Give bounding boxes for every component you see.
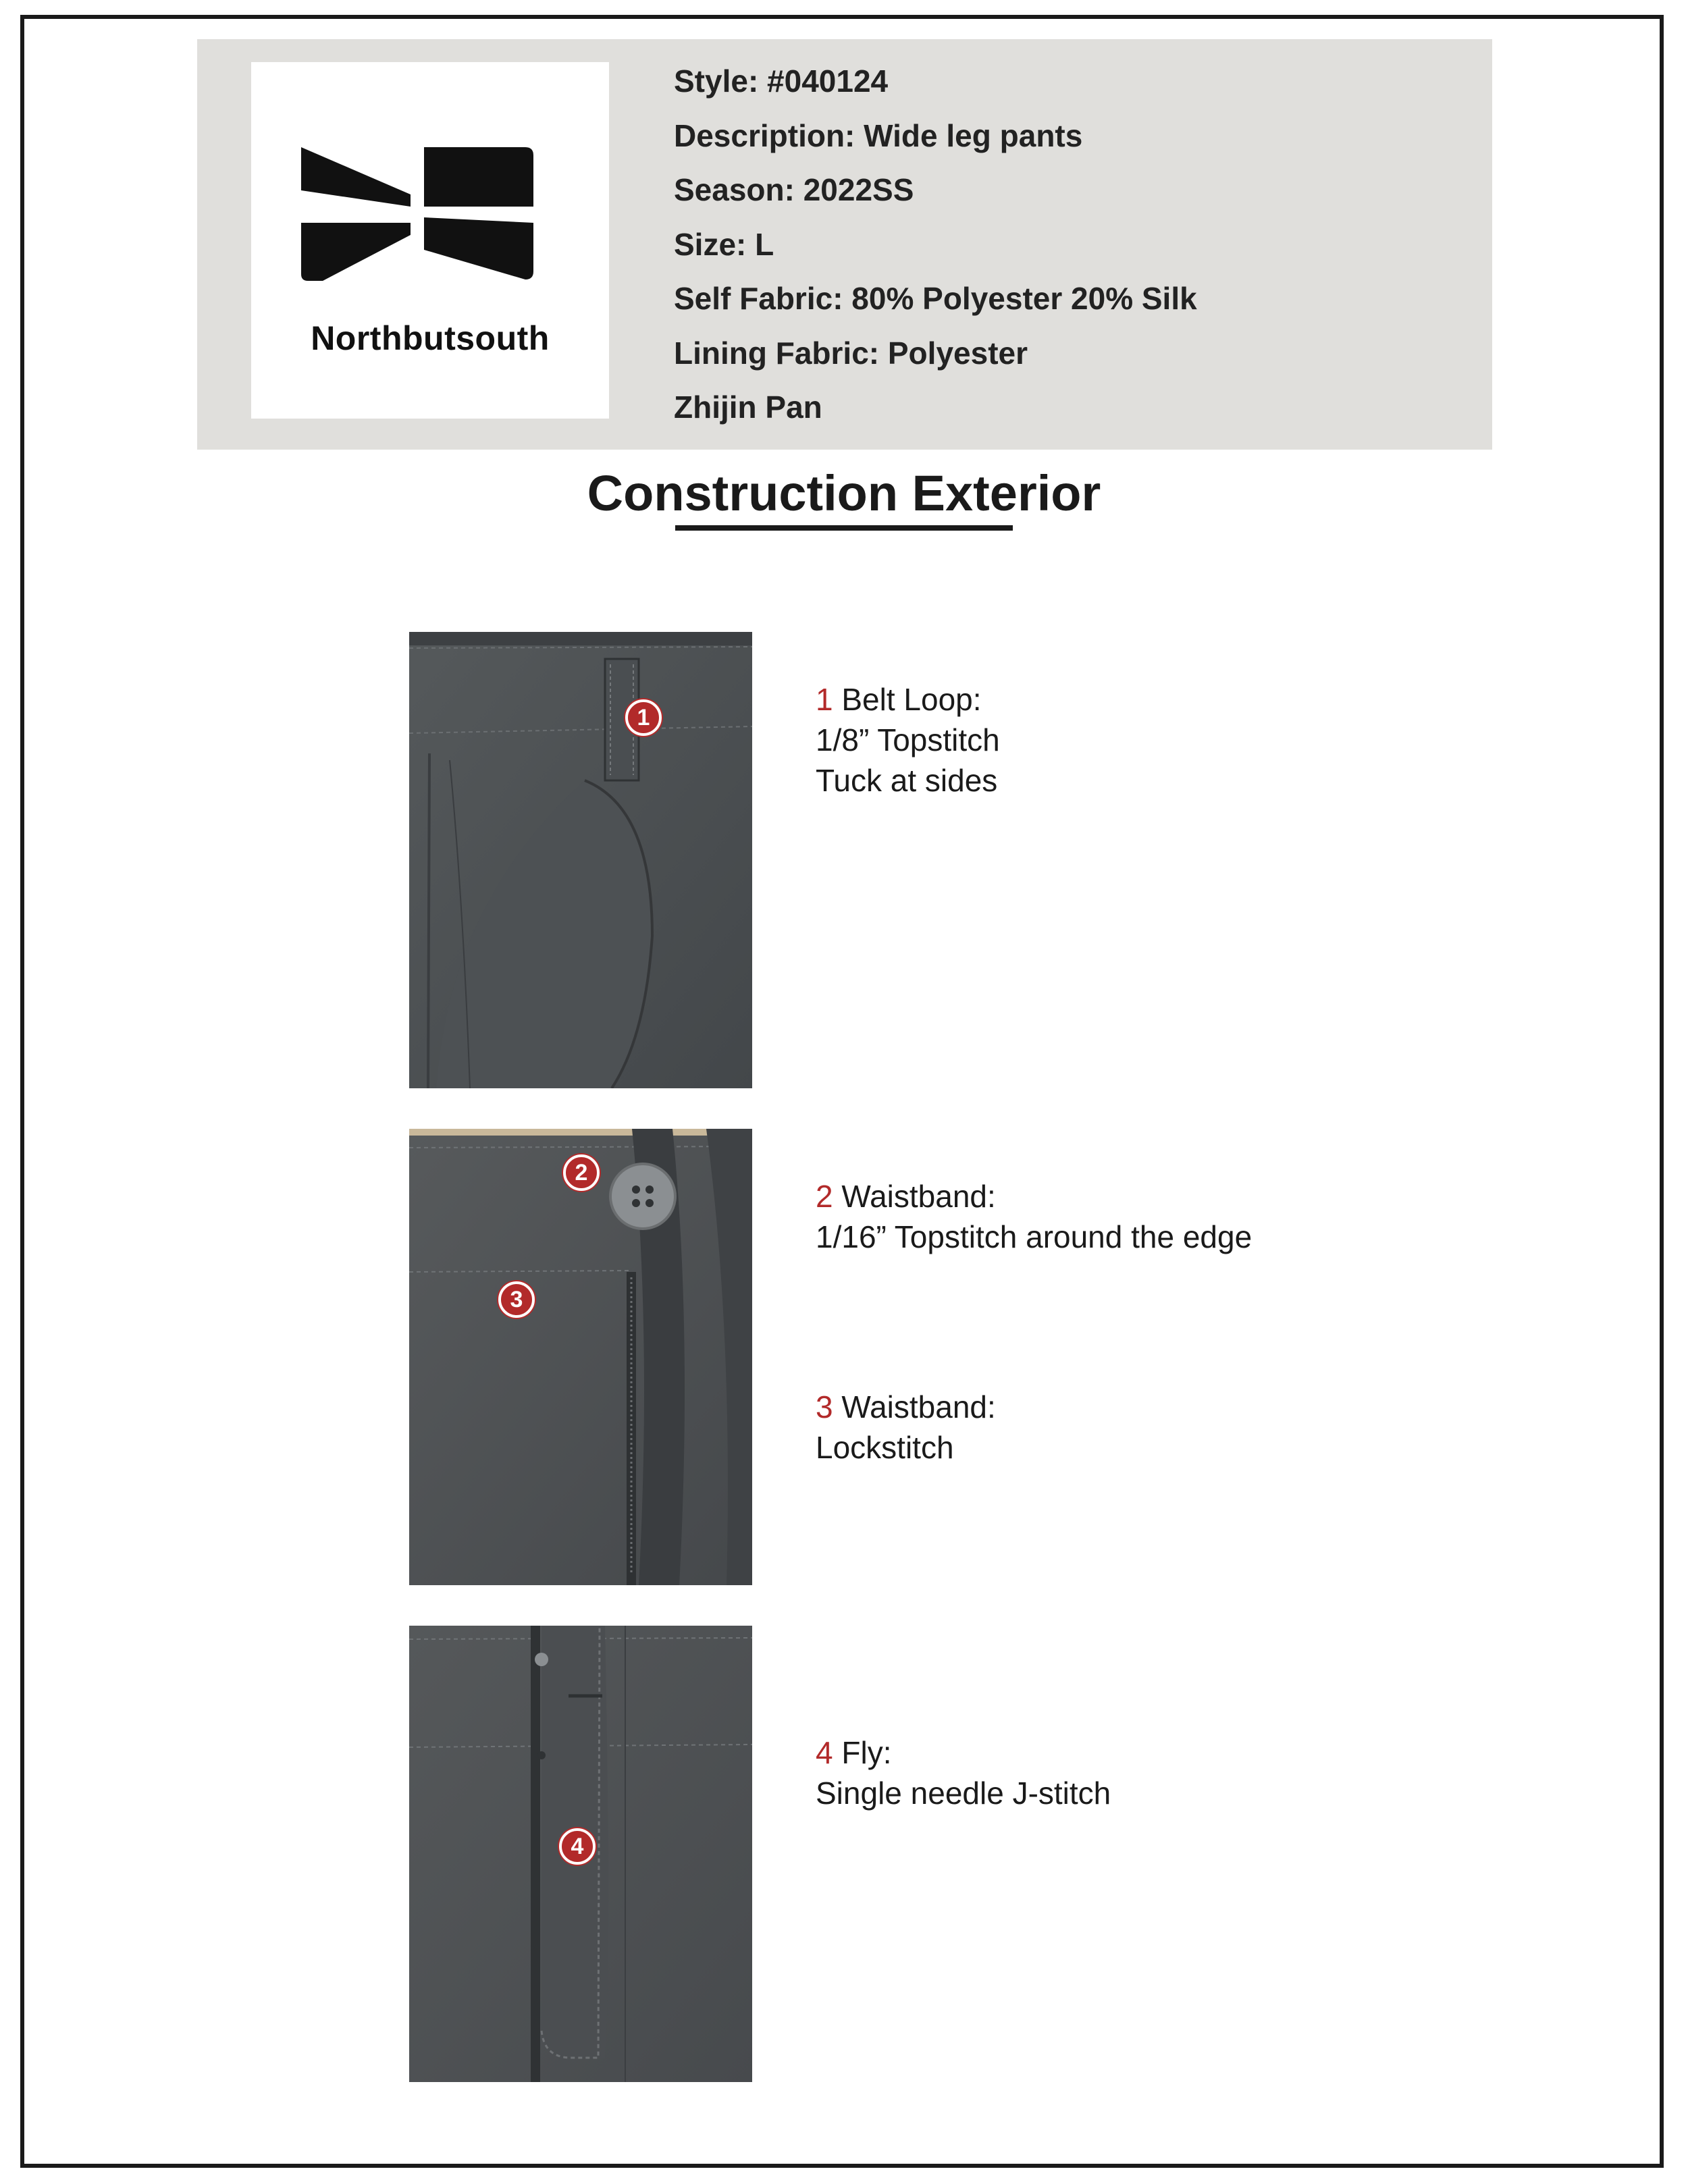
- note-line-tuck: Tuck at sides: [816, 763, 998, 798]
- note-line-j-stitch: Single needle J-stitch: [816, 1776, 1111, 1811]
- note-heading-waistband-2: Waistband:: [833, 1389, 996, 1424]
- note-number-2: 2: [816, 1179, 833, 1214]
- note-line-lockstitch: Lockstitch: [816, 1430, 954, 1465]
- brand-logo: [251, 62, 609, 419]
- note-heading-belt-loop: Belt Loop:: [833, 682, 982, 717]
- spec-designer: Zhijin Pan: [674, 390, 822, 425]
- note-fly: [816, 1732, 1111, 1813]
- callout-marker-4: 4: [559, 1828, 596, 1865]
- note-line-edge-topstitch: 1/16” Topstitch around the edge: [816, 1219, 1252, 1254]
- page-title: Construction Exterior: [587, 465, 1101, 521]
- spec-list: [674, 54, 1197, 435]
- note-number-1: 1: [816, 682, 833, 717]
- callout-marker-2: 2: [563, 1154, 600, 1191]
- belt-loop-photo: [409, 632, 752, 1088]
- note-waistband-topstitch: [816, 1176, 1252, 1257]
- spec-self-fabric: Self Fabric: 80% Polyester 20% Silk: [674, 281, 1197, 316]
- note-number-3: 3: [816, 1389, 833, 1424]
- note-number-4: 4: [816, 1735, 833, 1770]
- brand-name: Northbutsouth: [311, 319, 550, 357]
- spec-style: Style: #040124: [674, 63, 889, 99]
- spec-season: Season: 2022SS: [674, 172, 914, 207]
- note-waistband-lockstitch: [816, 1387, 996, 1468]
- waistband-photo: [409, 1129, 752, 1585]
- note-heading-waistband: Waistband:: [833, 1179, 996, 1214]
- fly-photo: [409, 1626, 752, 2082]
- spec-lining-fabric: Lining Fabric: Polyester: [674, 335, 1028, 371]
- callout-marker-1: 1: [625, 699, 662, 736]
- brand-logo-mark-icon: [296, 142, 539, 284]
- spec-size: Size: L: [674, 226, 774, 262]
- note-belt-loop: [816, 679, 1000, 801]
- spec-header: [197, 39, 1492, 450]
- title-underline: [675, 525, 1013, 531]
- note-line-topstitch: 1/8” Topstitch: [816, 722, 1000, 757]
- callout-marker-3: 3: [498, 1281, 535, 1318]
- note-heading-fly: Fly:: [833, 1735, 892, 1770]
- spec-description: Description: Wide leg pants: [674, 117, 1083, 153]
